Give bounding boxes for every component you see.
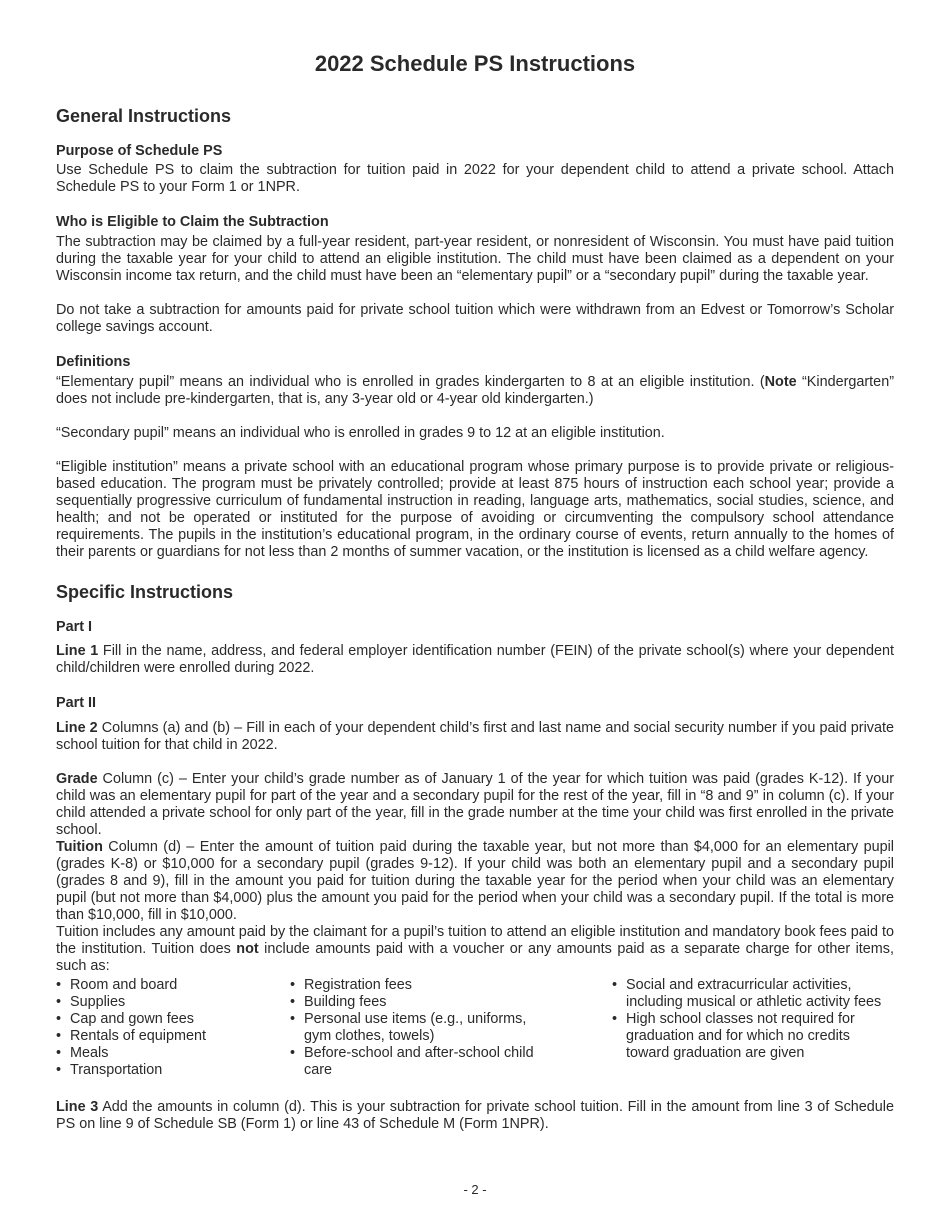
excluded-items-list-2 [290, 977, 550, 1079]
tuition-includes-text: Tuition includes any amount paid by the claimant for a pupil’s tuition to attend an eligible institution and mandatory book fees paid to the institution. Tuition does not include amounts paid with a voucher or any amounts paid as a separate charge for other items, such as: [56, 924, 894, 974]
part2-heading: Part II [56, 695, 96, 711]
list-item: • Cap and gown fees [56, 1011, 281, 1028]
list-item: • Building fees [290, 994, 550, 1011]
list-item: • Registration fees [290, 977, 550, 994]
secondary-pupil-definition: “Secondary pupil” means an individual who is enrolled in grades 9 to 12 at an eligible institution. [56, 425, 665, 441]
list-item: • Before-school and after-school child care [290, 1045, 550, 1079]
eligible-institution-definition: “Eligible institution” means a private school with an educational program whose primary purpose is to provide private or religious-based education. The program must be privately controlled; provide at least 875 hours of instruction each school year; provide a sequentially progressive curriculum of fundamental instruction in reading, language arts, mathematics, social studies, science, and health; and not be operated or instituted for the purpose of avoiding or circumventing the compulsory school attendance requirements. The pupils in the institution’s educational program, in the ordinary course of events, return annually to the homes of their parents or guardians for not less than 2 months of summer vacation, or the institution is licensed as a child welfare agency. [56, 459, 894, 560]
line3-text: Line 3 Add the amounts in column (d). This is your subtraction for private school tuition. Fill in the amount from line 3 of Schedule PS on line 9 of Schedule SB (Form 1) or line 43 of Schedule M (Form 1NPR). [56, 1099, 894, 1132]
list-item: • Meals [56, 1045, 281, 1062]
eligible-heading: Who is Eligible to Claim the Subtraction [56, 214, 329, 230]
list-item: • Transportation [56, 1062, 281, 1079]
page-title: 2022 Schedule PS Instructions [314, 51, 636, 76]
grade-text: Grade Column (c) – Enter your child’s grade number as of January 1 of the year for which tuition was paid (grades K-12). If your child was an elementary pupil for part of the year and a secondary pupil for the rest of the year, fill in “8 and 9” in column (c). If your child attended a private school for only part of the year, fill in the grade number at the time your child was first enrolled in the private school. [56, 771, 894, 838]
general-instructions-heading: General Instructions [56, 106, 232, 126]
elementary-pupil-definition: “Elementary pupil” means an individual who is enrolled in grades kindergarten to 8 at an eligible institution. (Note “Kindergarten” does not include pre-kindergarten, that is, any 3-year old or 4-year old kindergarten.) [56, 374, 894, 407]
part1-heading: Part I [56, 619, 92, 635]
page-number: - 2 - [463, 1182, 487, 1197]
list-item: • High school classes not required for graduation and for which no credits toward graduation are given [612, 1011, 894, 1062]
line2-text: Line 2 Columns (a) and (b) – Fill in each of your dependent child’s first and last name and social security number if you paid private school tuition for that child in 2022. [56, 720, 894, 753]
definitions-heading: Definitions [56, 354, 131, 370]
list-item: • Personal use items (e.g., uniforms, gym clothes, towels) [290, 1011, 550, 1045]
list-item: • Supplies [56, 994, 281, 1011]
specific-instructions-heading: Specific Instructions [56, 582, 234, 602]
list-item: • Rentals of equipment [56, 1028, 281, 1045]
purpose-heading: Purpose of Schedule PS [56, 143, 223, 159]
edvest-text: Do not take a subtraction for amounts paid for private school tuition which were withdrawn from an Edvest or Tomorrow’s Scholar college savings account. [56, 302, 894, 335]
purpose-text: Use Schedule PS to claim the subtraction for tuition paid in 2022 for your dependent child to attend a private school. Attach Schedule PS to your Form 1 or 1NPR. [56, 162, 894, 195]
list-item: • Social and extracurricular activities, including musical or athletic activity fees [612, 977, 894, 1011]
excluded-items-list-3 [612, 977, 894, 1062]
eligible-text: The subtraction may be claimed by a full-year resident, part-year resident, or nonresident of Wisconsin. You must have paid tuition during the taxable year for your child to attend an eligible institution. The child must have been claimed as a dependent on your Wisconsin income tax return, and the child must have been an “elementary pupil” or a “secondary pupil” during the taxable year. [56, 234, 894, 284]
line1-text: Line 1 Fill in the name, address, and federal employer identification number (FEIN) of the private school(s) where your dependent child/children were enrolled during 2022. [56, 643, 894, 676]
excluded-items-list-1 [56, 977, 281, 1079]
list-item: • Room and board [56, 977, 281, 994]
tuition-text: Tuition Column (d) – Enter the amount of tuition paid during the taxable year, but not more than $4,000 for an elementary pupil (grades K-8) or $10,000 for a secondary pupil (grades 9-12). If your child was both an elementary pupil and a secondary pupil (grades 8 and 9), fill in the amount you paid for tuition during the taxable year for the period when your child was an elementary pupil (but not more than $4,000) plus the amount you paid for the period when your child was a secondary pupil. If the total is more than $10,000, fill in $10,000. [56, 839, 894, 923]
